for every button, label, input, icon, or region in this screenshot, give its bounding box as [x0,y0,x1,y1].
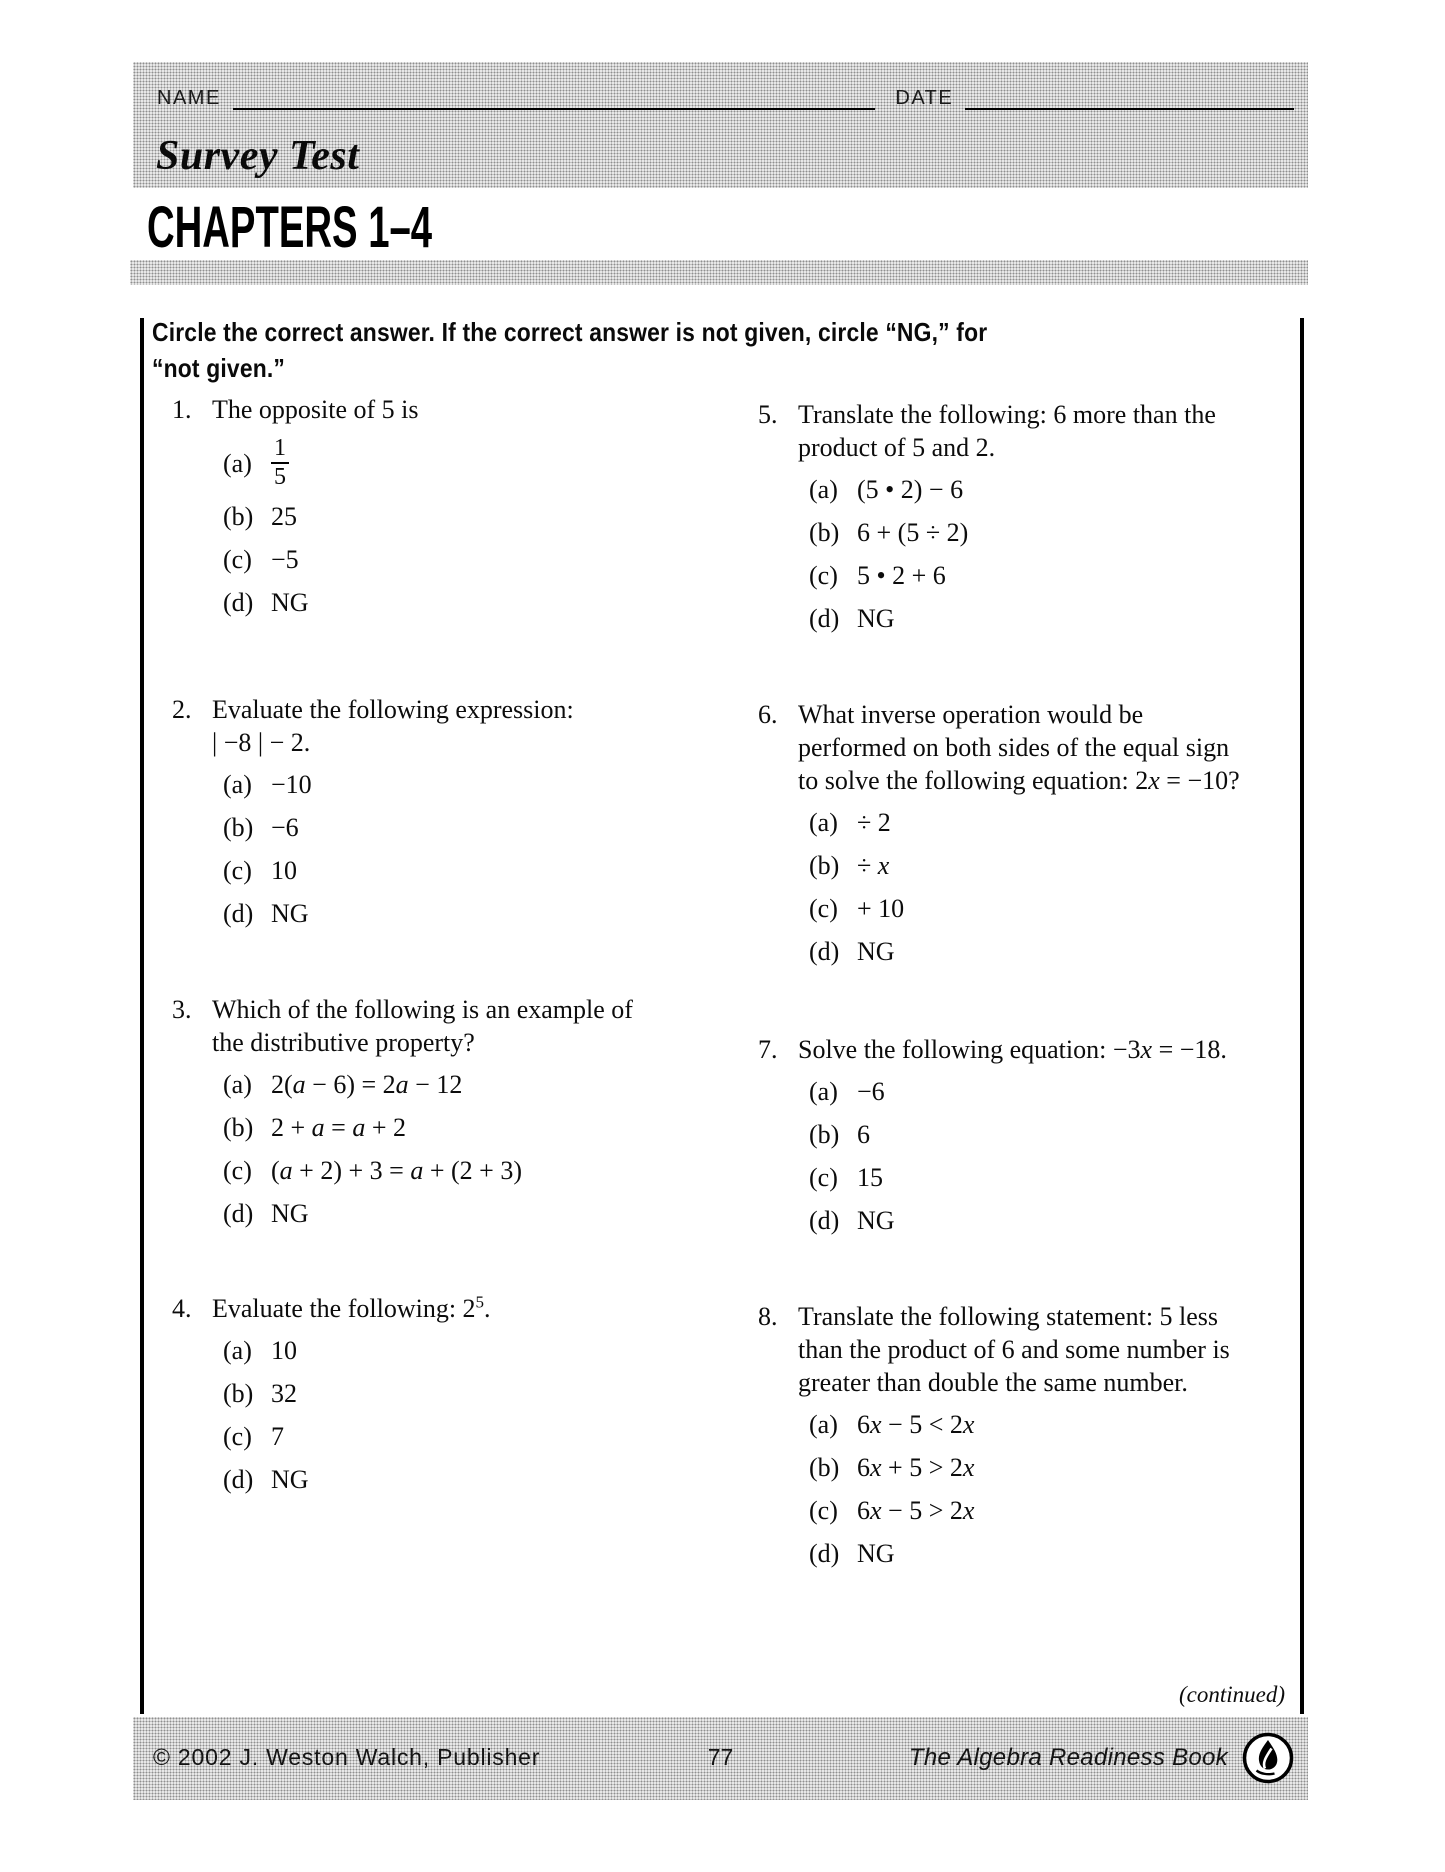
answer-choice [809,1161,1303,1194]
choice-label: (d) [223,899,254,928]
question-row [758,1033,1303,1066]
answer-choices [223,435,717,619]
answer-choice [223,897,717,930]
choice-value: 6 [857,1120,870,1149]
choice-label: (d) [809,1206,840,1235]
answer-choices [223,768,717,930]
answer-choice [223,811,717,844]
question-text: Translate the following statement: 5 less than the product of 6 and some number is greater than double the same number. [798,1302,1230,1397]
page-number: 77 [707,1744,734,1770]
answer-choice [809,516,1303,549]
choice-value: 32 [271,1379,297,1408]
choice-label: (c) [809,1496,838,1525]
choice-value: ÷ x [857,851,890,880]
choice-value: ÷ 2 [857,808,891,837]
choice-value: 25 [271,502,297,531]
choice-label: (b) [809,1453,840,1482]
question-1 [172,393,717,629]
book-title: The Algebra Readiness Book [908,1744,1228,1771]
choice-value: 6x + 5 > 2x [857,1453,975,1482]
answer-choice [809,1118,1303,1151]
choice-value: 6x − 5 < 2x [857,1410,975,1439]
fraction-numerator: 1 [274,435,286,461]
question-number: 8. [758,1302,778,1331]
answer-choice [809,1408,1303,1441]
question-row [172,1292,717,1325]
question-number: 7. [758,1035,778,1064]
question-text: Solve the following equation: −3x = −18. [798,1035,1227,1064]
choice-value: 10 [271,856,297,885]
choice-label: (d) [809,1539,840,1568]
question-7 [758,1033,1303,1247]
question-number: 6. [758,700,778,729]
left-rule [140,318,144,1714]
choice-label: (b) [223,1379,254,1408]
answer-choice [809,935,1303,968]
question-text: Translate the following: 6 more than the product of 5 and 2. [798,400,1216,462]
choice-label: (d) [809,937,840,966]
name-date-row [157,84,1294,110]
answer-choice [223,1377,717,1410]
choice-value: NG [857,937,895,966]
choice-label: (b) [809,1120,840,1149]
question-row [758,1300,1303,1399]
choice-label: (b) [223,1113,254,1142]
answer-choice [223,1334,717,1367]
choice-value: NG [857,604,895,633]
answer-choice [809,806,1303,839]
answer-choice [809,473,1303,506]
answer-choice [223,1154,717,1187]
test-type-title: Survey Test [156,133,360,179]
continued-note: (continued) [1178,1682,1285,1707]
choice-label: (c) [809,894,838,923]
choice-label: (c) [223,1422,252,1451]
choice-value: NG [857,1206,895,1235]
choice-value: 7 [271,1422,284,1451]
fraction-denominator: 5 [271,462,289,491]
choice-label: (a) [809,1410,838,1439]
answer-choice [809,849,1303,882]
footer-bar [133,1717,1308,1800]
answer-choice [809,1204,1303,1237]
choice-label: (d) [223,1465,254,1494]
choice-label: (c) [223,856,252,885]
choice-label: (b) [223,813,254,842]
question-number: 5. [758,400,778,429]
choice-label: (c) [809,561,838,590]
choice-value: −6 [271,813,299,842]
question-3 [172,993,717,1240]
choice-label: (a) [809,1077,838,1106]
answer-choice [223,435,717,492]
answer-choices [809,1075,1303,1237]
question-number: 4. [172,1294,192,1323]
choice-value: NG [271,1465,309,1494]
answer-choice [223,500,717,533]
choice-label: (d) [223,1199,254,1228]
choice-value: NG [271,588,309,617]
choice-label: (d) [223,588,254,617]
answer-choice [809,892,1303,925]
choice-label: (b) [809,851,840,880]
question-5 [758,398,1303,645]
choice-value: (a + 2) + 3 = a + (2 + 3) [271,1156,522,1185]
answer-choice [809,1451,1303,1484]
question-row [172,993,717,1059]
question-number: 2. [172,695,192,724]
choice-label: (a) [223,1336,252,1365]
choice-label: (c) [223,1156,252,1185]
publisher-flame-logo-icon [1241,1731,1295,1785]
answer-choice [223,768,717,801]
answer-choices [223,1334,717,1496]
choice-value: 10 [271,1336,297,1365]
choice-label: (d) [809,604,840,633]
choice-value: NG [857,1539,895,1568]
answer-choice [223,1197,717,1230]
choice-value: −5 [271,545,299,574]
answer-choice [223,1463,717,1496]
answer-choice [223,1420,717,1453]
choice-value: 6x − 5 > 2x [857,1496,975,1525]
instructions-text [152,314,1261,386]
question-4 [172,1292,717,1506]
copyright-text: © 2002 J. Weston Walch, Publisher [153,1744,541,1770]
name-label: NAME [157,87,221,109]
name-blank-line [233,84,876,110]
instructions-line-2: “not given.” [152,353,286,383]
choice-value: 15 [857,1163,883,1192]
choice-value: 2 + a = a + 2 [271,1113,407,1142]
choice-value: −10 [271,770,312,799]
choice-label: (c) [809,1163,838,1192]
question-text: Evaluate the following expression: | −8 | − 2. [212,695,574,757]
choice-value: NG [271,899,309,928]
divider-strip [130,260,1308,285]
question-row [758,698,1303,797]
choice-value: + 10 [857,894,905,923]
question-text: Evaluate the following: $2^5$. [212,1292,491,1323]
answer-choice [809,1494,1303,1527]
question-2 [172,693,717,940]
question-row [758,398,1303,464]
choice-label: (c) [223,545,252,574]
choice-value: NG [271,1199,309,1228]
answer-choice [223,543,717,576]
choice-value: (5 • 2) − 6 [857,475,964,504]
question-row [172,693,717,759]
answer-choices [809,806,1303,968]
question-text: The opposite of 5 is [212,395,419,424]
page-title: CHAPTERS 1–4 [147,195,433,260]
answer-choice [809,1537,1303,1570]
answer-choices [809,1408,1303,1570]
answer-choice [223,1111,717,1144]
fraction [271,435,289,491]
question-text: Which of the following is an example of the distributive property? [212,995,633,1057]
choice-label: (b) [223,502,254,531]
instructions-line-1: Circle the correct answer. If the correct answer is not given, circle “NG,” for [152,317,988,347]
date-blank-line [965,84,1294,110]
answer-choice [223,854,717,887]
answer-choices [809,473,1303,635]
choice-value: 5 • 2 + 6 [857,561,946,590]
header-band [133,62,1308,188]
choice-value: 6 + (5 ÷ 2) [857,518,969,547]
choice-label: (a) [223,1070,252,1099]
question-row [172,393,717,426]
question-6 [758,698,1303,978]
choice-label: (a) [223,770,252,799]
choice-value: 2(a − 6) = 2a − 12 [271,1070,463,1099]
question-text: What inverse operation would be performed on both sides of the equal sign to solve the following equation: 2x = −10? [798,700,1240,795]
answer-choice [809,602,1303,635]
choice-label: (a) [809,808,838,837]
choice-value [271,435,289,492]
date-label: DATE [895,87,954,109]
choice-label: (b) [809,518,840,547]
question-8 [758,1300,1303,1580]
question-number: 3. [172,995,192,1024]
question-number: 1. [172,395,192,424]
answer-choices [223,1068,717,1230]
answer-choice [809,559,1303,592]
choice-label: (a) [809,475,838,504]
choice-label: (a) [223,449,252,478]
answer-choice [223,1068,717,1101]
answer-choice [809,1075,1303,1108]
answer-choice [223,586,717,619]
choice-value: −6 [857,1077,885,1106]
